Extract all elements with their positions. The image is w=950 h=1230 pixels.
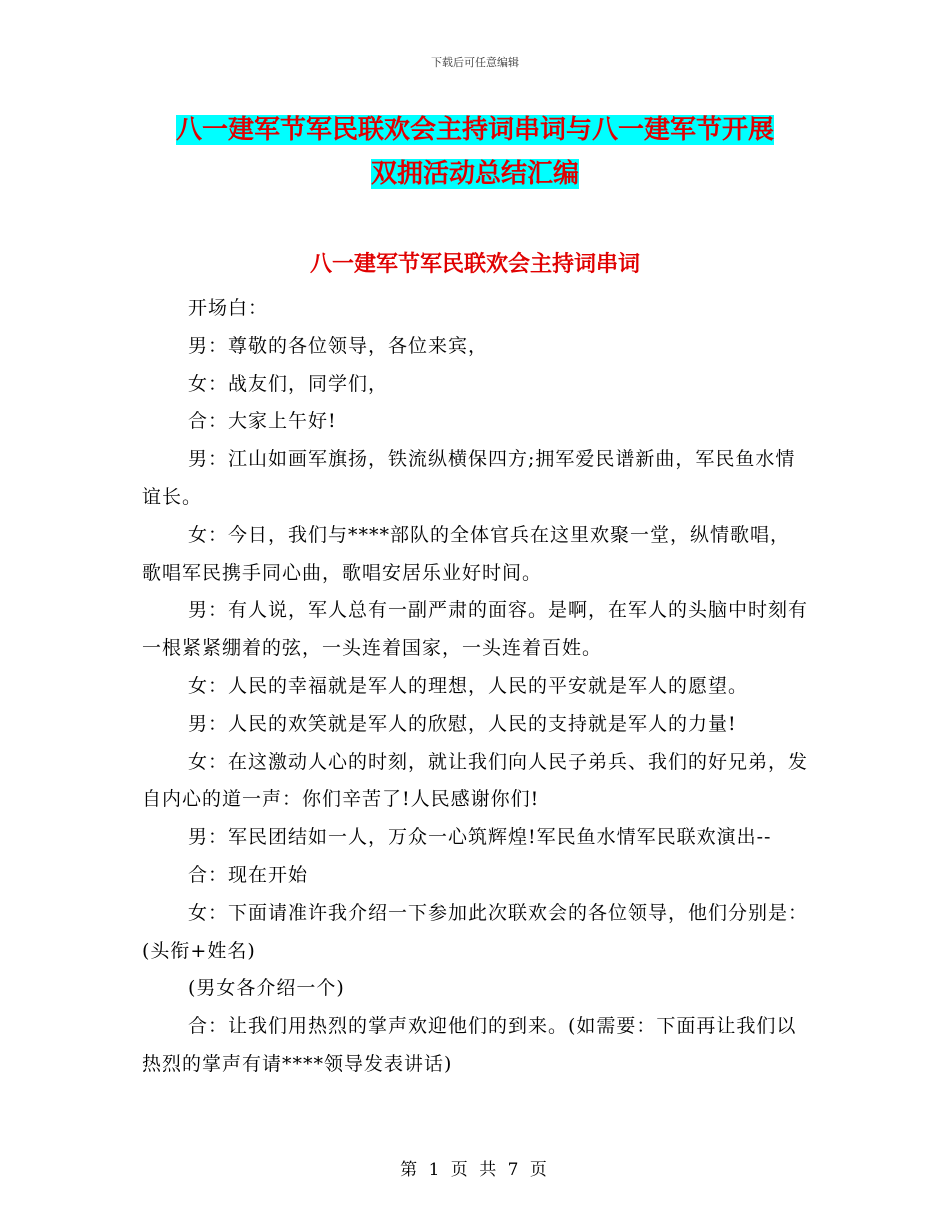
- paragraph: (男女各介绍一个): [188, 977, 345, 1000]
- document-title: [0, 108, 950, 196]
- paragraph: 女：下面请准许我介绍一下参加此次联欢会的各位领导，他们分别是：(头衔+姓名): [142, 901, 809, 962]
- paragraph: 合：让我们用热烈的掌声欢迎他们的到来。(如需要：下面再让我们以热烈的掌声有请****领导发表讲话): [142, 1015, 797, 1075]
- paragraph: 开场白：: [188, 297, 269, 319]
- paragraph: 男：人民的欢笑就是军人的欣慰，人民的支持就是军人的力量!: [188, 712, 737, 735]
- paragraph: 女：今日，我们与****部队的全体官兵在这里欢聚一堂，纵情歌唱，歌唱军民携手同心曲，歌唱安居乐业好时间。: [142, 523, 791, 584]
- paragraph: 男：军民团结如一人，万众一心筑辉煌!军民鱼水情军民联欢演出--: [188, 826, 772, 849]
- title-line-2: 双拥活动总结汇编: [370, 159, 579, 189]
- section-title: 八一建军节军民联欢会主持词串词: [309, 251, 640, 277]
- paragraph: 女：人民的幸福就是军人的理想，人民的平安就是军人的愿望。: [188, 674, 749, 697]
- paragraph: 合：大家上午好!: [188, 410, 337, 433]
- title-line-1: 八一建军节军民联欢会主持词串词与八一建军节开展: [175, 115, 774, 145]
- header-note: 下载后可任意编辑: [431, 56, 519, 69]
- paragraph: 男：江山如画军旗扬，铁流纵横保四方;拥军爱民谱新曲，军民鱼水情谊长。: [142, 448, 796, 508]
- paragraph: 女：战友们，同学们，: [188, 372, 389, 395]
- paragraph: 男：尊敬的各位领导，各位来宾，: [188, 334, 489, 357]
- paragraph: 合：现在开始: [188, 863, 309, 886]
- page-footer: 第 1 页 共 7 页: [400, 1160, 550, 1180]
- body-text: [142, 290, 808, 1084]
- paragraph: 男：有人说，军人总有一副严肃的面容。是啊，在军人的头脑中时刻有一根紧紧绷着的弦，一头连着国家，一头连着百姓。: [142, 599, 809, 660]
- paragraph: 女：在这激动人心的时刻，就让我们向人民子弟兵、我们的好兄弟，发自内心的道一声：你们辛苦了!人民感谢你们!: [142, 750, 809, 811]
